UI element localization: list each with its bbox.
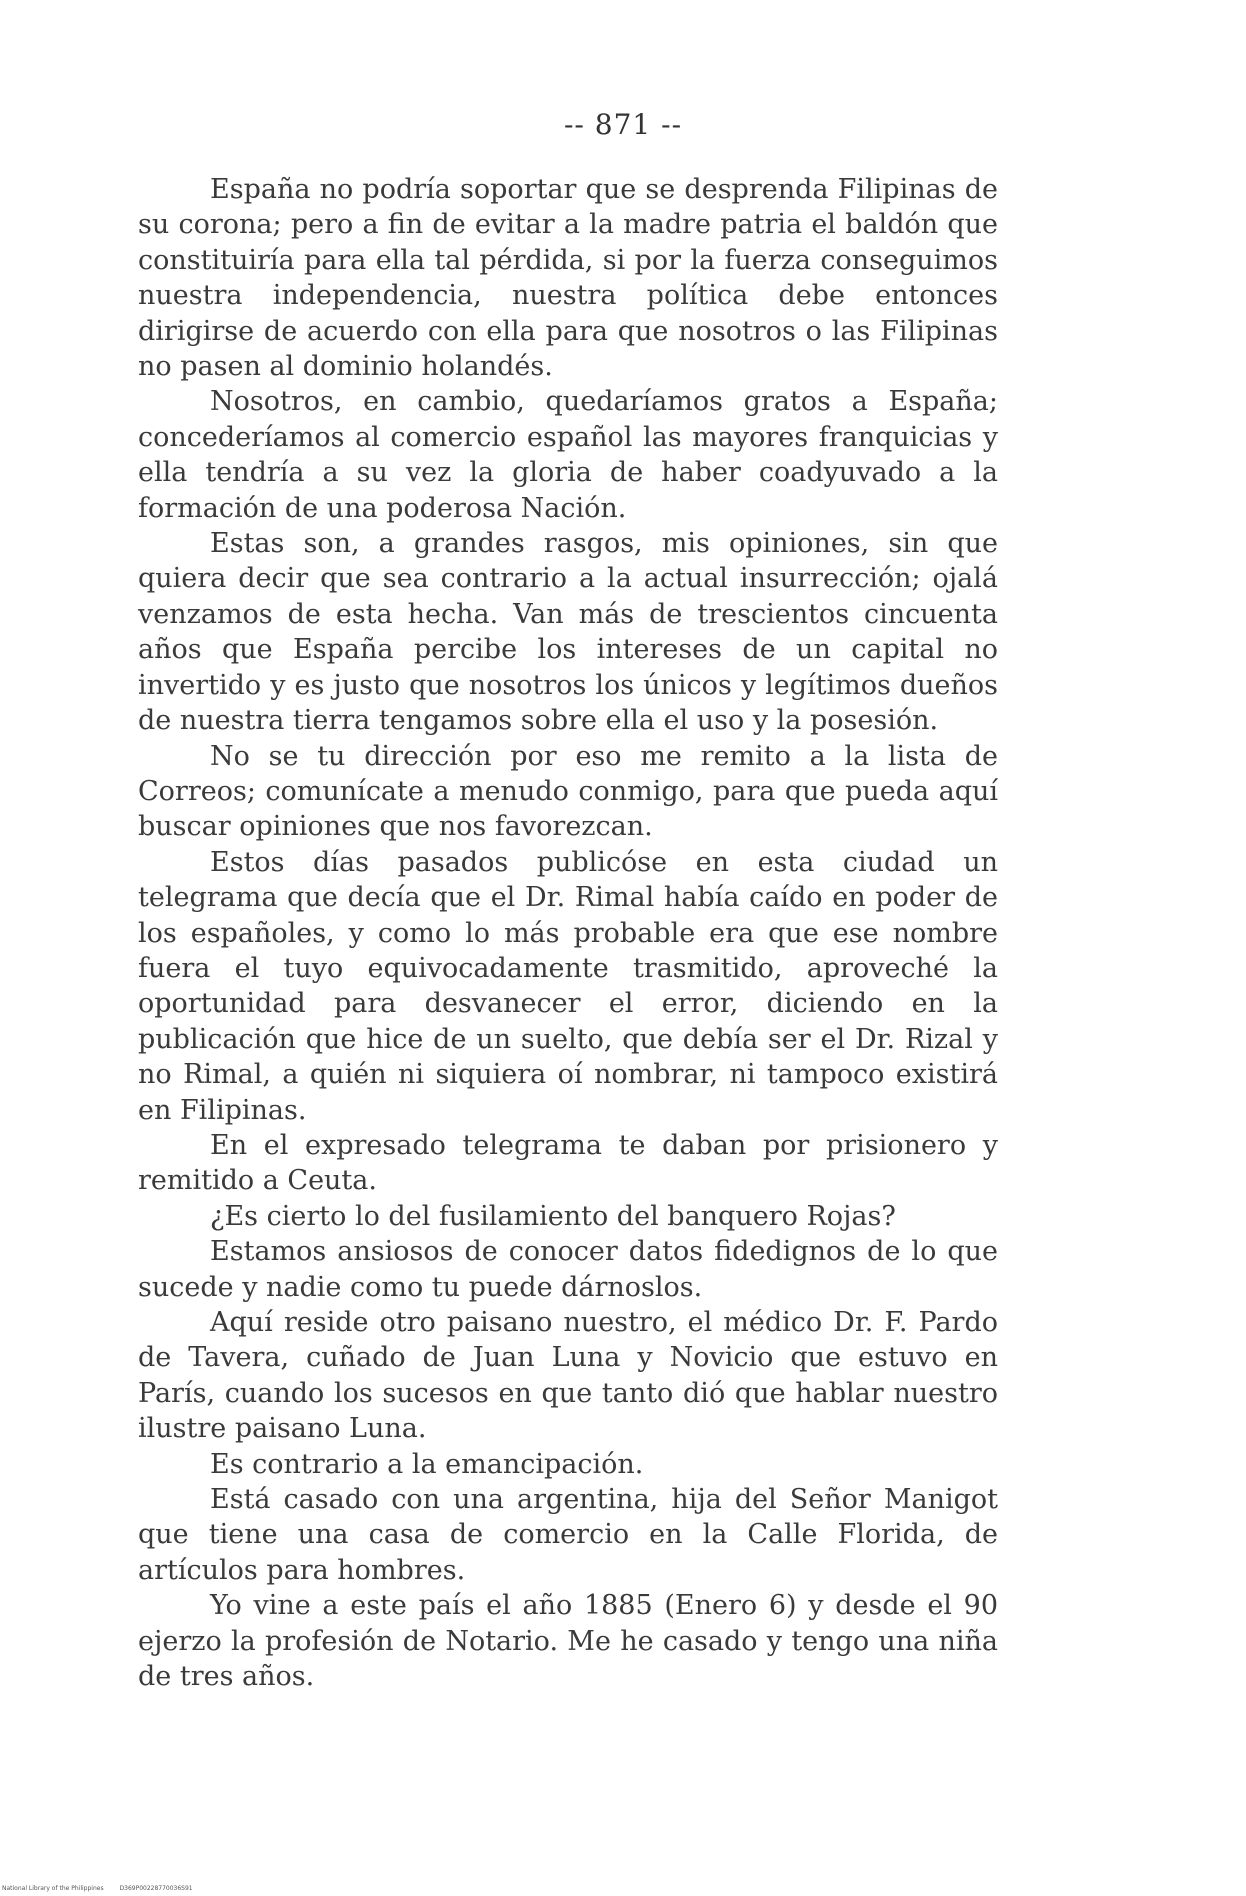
paragraph: Está casado con una argentina, hija del Señor Manigot que tiene una casa de comercio en la Calle Florida, de artículos para hombres. [138,1484,998,1586]
paragraph: Estas son, a grandes rasgos, mis opiniones, sin que quiera decir que sea contrario a la actual insurrección; ojalá venzamos de esta hecha. Van más de trescientos cincuenta años que España percibe los intereses de un capital no invertido y es justo que nosotros los únicos y legítimos dueños de nuestra tierra tengamos sobre ella el uso y la posesión. [138,528,998,737]
page-number: -- 871 -- [563,108,683,141]
footer-id: D369P00228770036S91 [119,1885,193,1892]
footer-source: National Library of the Philippines [2,1885,104,1892]
paragraph: Estamos ansiosos de conocer datos fidedignos de lo que sucede y nadie como tu puede dárnoslos. [138,1236,998,1303]
paragraph: Aquí reside otro paisano nuestro, el médico Dr. F. Pardo de Tavera, cuñado de Juan Luna y Novicio que estuvo en París, cuando los sucesos en que tanto dió que hablar nuestro ilustre paisano Luna. [138,1307,998,1445]
paragraph: ¿Es cierto lo del fusilamiento del banquero Rojas? [210,1200,896,1232]
paragraph: Yo vine a este país el año 1885 (Enero 6) y desde el 90 ejerzo la profesión de Notario. Me he casado y tengo una niña de tres años. [138,1590,998,1693]
paragraph: En el expresado telegrama te daban por prisionero y remitido a Ceuta. [138,1129,998,1197]
paragraph: Nosotros, en cambio, quedaríamos gratos a España; concederíamos al comercio español las mayores franquicias y ella tendría a su vez la gloria de haber coadyuvado a la formación de una poderosa Nación. [138,386,998,524]
letter-body [138,172,998,1694]
paragraph: No se tu dirección por eso me remito a la lista de Correos; comunícate a menudo conmigo, para que pueda aquí buscar opiniones que nos favorezcan. [138,740,998,843]
scan-footer [2,1885,193,1892]
paragraph: España no podría soportar que se desprenda Filipinas de su corona; pero a fin de evitar a la madre patria el baldón que constituiría para ella tal pérdida, si por la fuerza conseguimos nuestra independencia, nuestra política debe entonces dirigirse de acuerdo con ella para que nosotros o las Filipinas no pasen al dominio holandés. [138,174,998,383]
paragraph: Es contrario a la emancipación. [210,1448,644,1480]
paragraph: Estos días pasados publicóse en esta ciudad un telegrama que decía que el Dr. Rimal había caído en poder de los españoles, y como lo más probable era que ese nombre fuera el tuyo equivocadamente trasmitido, aproveché la oportunidad para desvanecer el error, diciendo en la publicación que hice de un suelto, que debía ser el Dr. Rizal y no Rimal, a quién ni siquiera oí nombrar, ni tampoco existirá en Filipinas. [138,846,998,1126]
